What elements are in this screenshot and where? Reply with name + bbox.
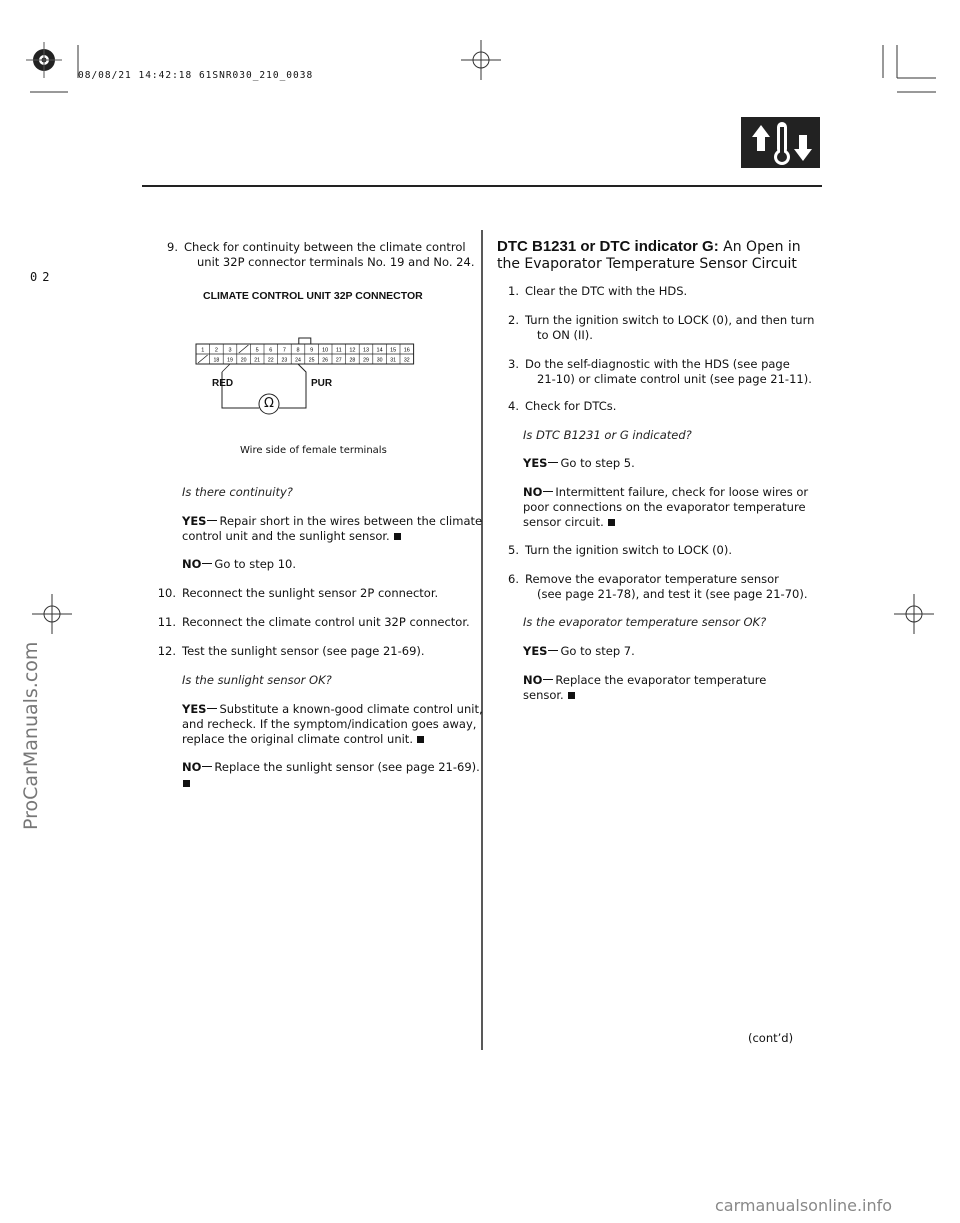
r-yes-answer-2: YES Go to step 7. — [523, 644, 635, 658]
question-evap-sensor: Is the evaporator temperature sensor OK? — [523, 615, 767, 629]
connector-pin-label: 22 — [267, 357, 274, 364]
connector-pin-label: 19 — [227, 357, 233, 364]
r-no-answer-1-cont2: sensor circuit. — [523, 515, 615, 530]
connector-pin-label: 20 — [240, 357, 247, 364]
yes-answer-2-cont2: replace the original climate control unit. — [182, 732, 424, 747]
connector-pin-label: 8 — [296, 347, 300, 354]
section-heading: DTC B1231 or DTC indicator G: An Open in the Evaporator Temperature Sensor Circuit — [497, 238, 801, 272]
yes-answer-1-cont: control unit and the sunlight sensor. — [182, 529, 401, 544]
figure-caption: Wire side of female terminals — [240, 445, 387, 456]
question-continuity: Is there continuity? — [182, 485, 293, 499]
connector-pin-label: 12 — [349, 347, 356, 354]
step-r6: 6. Remove the evaporator temperature sensor (see page 21-78), and test it (see page 21-70). — [508, 572, 808, 601]
connector-pin-label: 32 — [403, 357, 410, 364]
connector-pin-label: 23 — [281, 357, 288, 364]
connector-pin-label: 10 — [322, 347, 329, 354]
connector-pin-label: 1 — [201, 347, 205, 354]
step-r2: 2. Turn the ignition switch to LOCK (0), and then turn to ON (II). — [508, 313, 815, 342]
r-no-answer-2-cont: sensor. — [523, 688, 575, 703]
wire-color-left: RED — [212, 378, 234, 389]
connector-pin-label: 30 — [376, 357, 383, 364]
wire-color-right: PUR — [311, 378, 333, 389]
no-answer-1: NO Go to step 10. — [182, 557, 297, 571]
connector-empty-cavity — [239, 345, 249, 353]
connector-pin-label: 15 — [390, 347, 397, 354]
question-sunlight-sensor: Is the sunlight sensor OK? — [182, 673, 332, 687]
connector-pin-label: 9 — [310, 347, 314, 354]
connector-pin-label: 14 — [376, 347, 383, 354]
connector-pin-label: 18 — [213, 357, 220, 364]
print-timestamp: 08/08/21 14:42:18 61SNR030_210_0038 — [78, 70, 314, 81]
figure-title: CLIMATE CONTROL UNIT 32P CONNECTOR — [203, 290, 423, 302]
connector-pin-label: 2 — [214, 347, 218, 354]
temperature-icon — [741, 117, 820, 168]
connector-figure — [190, 330, 440, 420]
probe-wire-right — [279, 364, 306, 408]
connector-pin-label: 28 — [349, 357, 356, 364]
connector-pin-label: 5 — [255, 347, 259, 354]
connector-lock-tab — [299, 338, 311, 344]
connector-pin-label: 24 — [295, 357, 301, 364]
end-mark-icon — [183, 780, 190, 787]
r-yes-answer-1: YES Go to step 5. — [523, 456, 635, 470]
connector-pin-label: 29 — [363, 357, 369, 364]
thermometer-arrows-icon — [741, 117, 820, 168]
step-11: 11. Reconnect the climate control unit 32P connector. — [157, 615, 470, 629]
watermark-left: ProCarManuals.com — [20, 641, 42, 830]
connector-pin-label: 16 — [403, 347, 410, 354]
r-no-answer-1: NO Intermittent failure, check for loose wires or — [523, 485, 809, 499]
yes-answer-2: YES Substitute a known-good climate control unit, — [182, 702, 483, 716]
step-12: 12. Test the sunlight sensor (see page 21-69). — [157, 644, 425, 658]
end-mark-icon — [568, 692, 575, 699]
connector-pin-label: 6 — [269, 347, 273, 354]
r-no-answer-1-cont: poor connections on the evaporator temperature — [523, 500, 806, 514]
connector-pin-label: 11 — [335, 347, 342, 354]
connector-pin-label: 13 — [362, 347, 370, 354]
step-r3: 3. Do the self-diagnostic with the HDS (see page 21-10) or climate control unit (see page 21-11). — [508, 357, 812, 386]
no-answer-2: NO Replace the sunlight sensor (see page 21-69). — [182, 760, 480, 774]
end-mark-icon — [394, 533, 401, 540]
side-mark: 02 — [30, 270, 55, 284]
ohmmeter-symbol: Ω — [264, 396, 274, 411]
connector-pin-label: 3 — [228, 347, 232, 354]
step-10: 10. Reconnect the sunlight sensor 2P connector. — [157, 586, 439, 600]
end-mark-icon — [417, 736, 424, 743]
connector-pin-label: 31 — [390, 357, 397, 364]
watermark-bottom: carmanualsonline.info — [715, 1196, 893, 1215]
question-dtc-indicated: Is DTC B1231 or G indicated? — [523, 428, 692, 442]
yes-answer-1: YES Repair short in the wires between the climate — [182, 514, 483, 528]
connector-pin-label: 21 — [254, 357, 261, 364]
connector-pin-label: 7 — [282, 347, 286, 354]
r-no-answer-2: NO Replace the evaporator temperature — [523, 673, 767, 687]
probe-tip-left — [222, 364, 230, 372]
step-r1: 1. Clear the DTC with the HDS. — [508, 284, 688, 298]
step-9: 9. Check for continuity between the climate control unit 32P connector terminals No. 19 and No. 24. — [167, 240, 475, 269]
connector-empty-cavity — [198, 355, 208, 363]
continued-note: (cont’d) — [748, 1031, 794, 1045]
connector-pin-label: 26 — [322, 357, 329, 364]
step-r5: 5. Turn the ignition switch to LOCK (0). — [508, 543, 733, 557]
connector-pin-label: 25 — [308, 357, 315, 364]
end-mark-icon — [608, 519, 615, 526]
step-r4: 4. Check for DTCs. — [508, 399, 617, 413]
yes-answer-2-cont: and recheck. If the symptom/indication goes away, — [182, 717, 477, 731]
connector-pin-label: 27 — [335, 357, 342, 364]
